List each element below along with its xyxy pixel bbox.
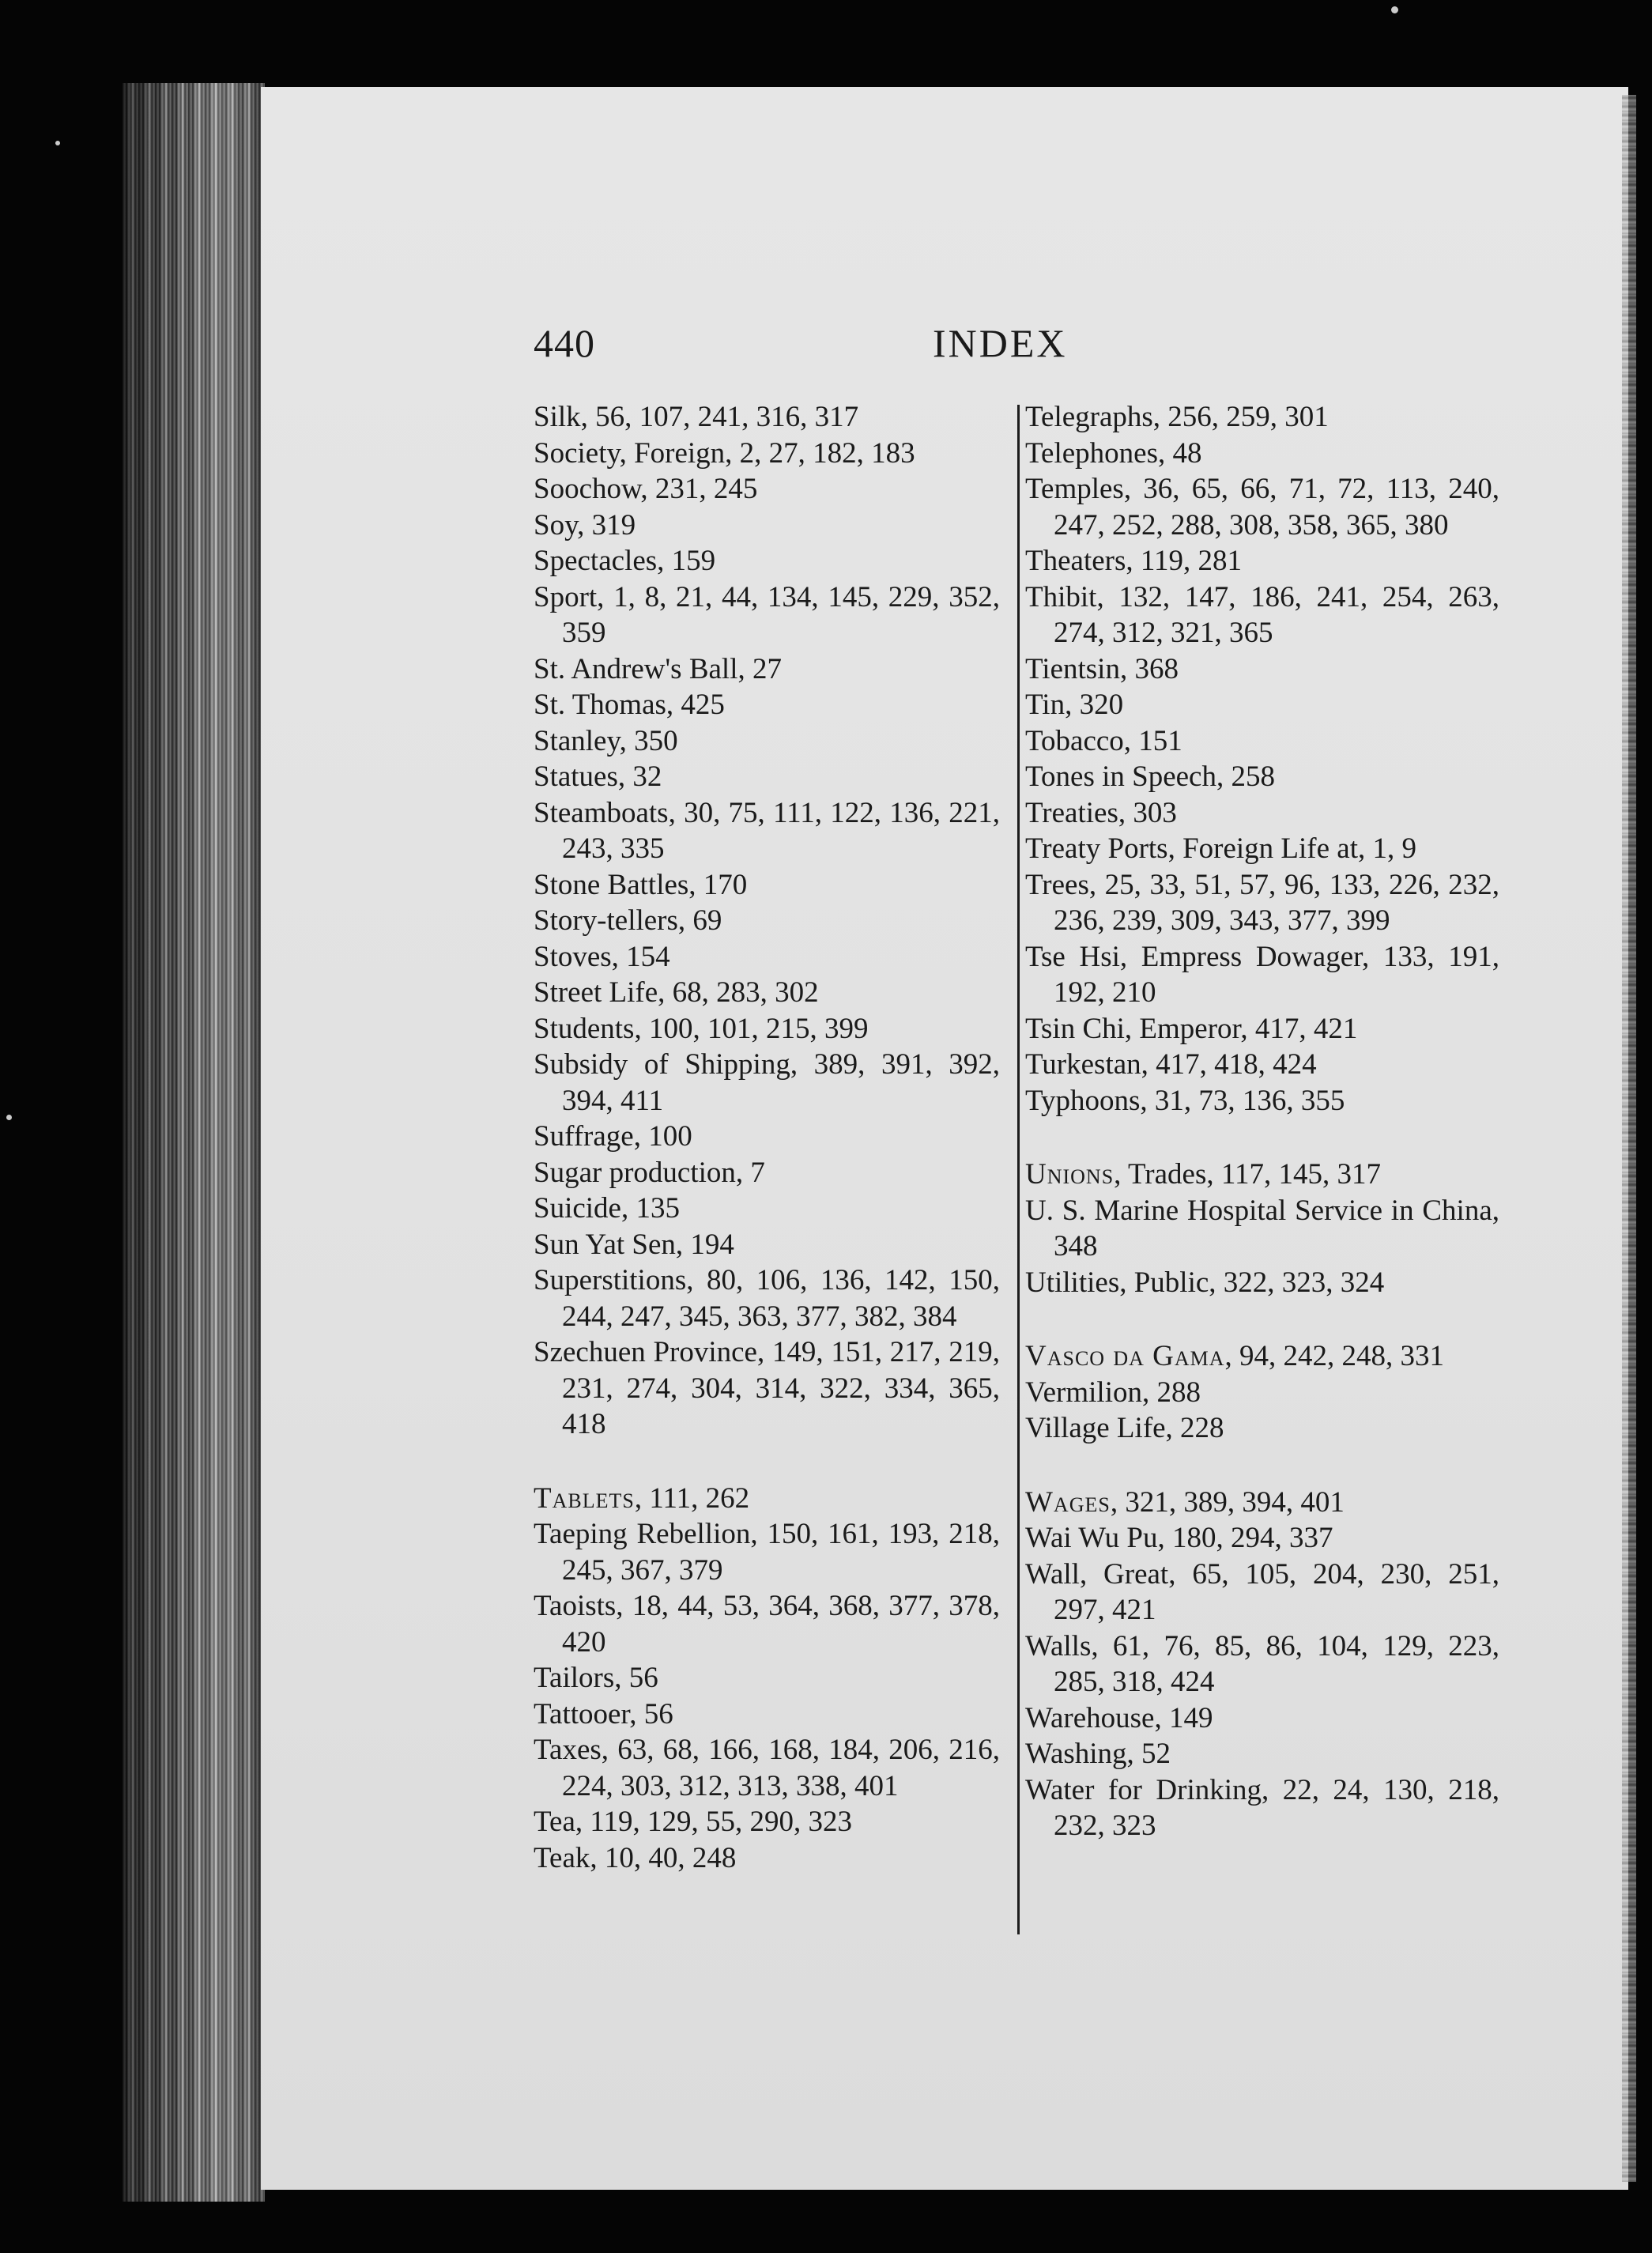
index-entry: Telephones, 48 [1025,436,1202,470]
index-entry: Teak, 10, 40, 248 [534,1841,737,1874]
index-entry: Suicide, 135 [534,1192,680,1225]
index-entry: Story-tellers, 69 [534,904,722,937]
index-column-right [1025,399,1499,1844]
index-entry-heading: Vasco da Gama [1025,1340,1225,1372]
section-gap [1025,1447,1499,1485]
index-entry: Theaters, 119, 281 [1025,545,1242,577]
index-entry: Tea, 119, 129, 55, 290, 323 [534,1806,852,1838]
index-entry-heading: Tablets [534,1481,635,1515]
index-entry: Statues, 32 [534,760,662,793]
index-entry: Trees, 25, 33, 51, 57, 96, 133, 226, 232, 236, 239, 309, 343, 377, 399 [1025,868,1499,937]
index-entry: Tin, 320 [1025,689,1124,721]
index-entry: Stone Battles, 170 [534,868,748,901]
index-entry: Vermilion, 288 [1025,1376,1201,1409]
index-entry: Superstitions, 80, 106, 136, 142, 150, 244, 247, 345, 363, 377, 382, 384 [534,1264,1000,1333]
index-entry: Temples, 36, 65, 66, 71, 72, 113, 240, 247, 252, 288, 308, 358, 365, 380 [1025,473,1499,542]
index-entry: Taeping Rebellion, 150, 161, 193, 218, 245, 367, 379 [534,1518,1000,1587]
index-entry: Tones in Speech, 258 [1025,760,1275,793]
index-entry: Treaty Ports, Foreign Life at, 1, 9 [1025,832,1417,865]
section-gap [1025,1119,1499,1157]
index-entry: Stoves, 154 [534,940,670,973]
index-entry: Street Life, 68, 283, 302 [534,976,819,1009]
page-title: INDEX [933,321,1068,365]
index-entry: Society, Foreign, 2, 27, 182, 183 [534,436,915,470]
index-entry: Tse Hsi, Empress Dowager, 133, 191, 192, 210 [1025,940,1499,1009]
index-entry: Water for Drinking, 22, 24, 130, 218, 232, 323 [1025,1773,1499,1842]
index-entry: Subsidy of Shipping, 389, 391, 392, 394, 411 [534,1048,1000,1117]
index-entry: Tsin Chi, Emperor, 417, 421 [1025,1012,1358,1045]
index-entry: Sun Yat Sen, 194 [534,1228,734,1261]
index-entry: Telegraphs, 256, 259, 301 [1025,401,1329,433]
page-right-edge [1622,95,1636,2182]
scan-speck [1391,6,1398,13]
index-column-left [534,399,1000,1876]
index-entry: Treaties, 303 [1025,796,1177,829]
index-entry: Taxes, 63, 68, 166, 168, 184, 206, 216, 224, 303, 312, 313, 338, 401 [534,1734,1000,1802]
index-entry: Tablets, 111, 262 [534,1481,750,1515]
index-entry: Village Life, 228 [1025,1412,1224,1444]
index-entry: St. Andrew's Ball, 27 [534,652,782,685]
index-entry: Thibit, 132, 147, 186, 241, 254, 263, 274, 312, 321, 365 [1025,580,1499,649]
index-entry: U. S. Marine Hospital Service in China, 348 [1025,1194,1499,1262]
index-entry: Stanley, 350 [534,724,678,757]
section-gap [1025,1300,1499,1338]
section-gap [534,1443,1000,1481]
book-page-edges [123,83,265,2202]
index-entry: Wai Wu Pu, 180, 294, 337 [1025,1522,1333,1554]
index-entry: Turkestan, 417, 418, 424 [1025,1048,1317,1081]
index-entry: Tattooer, 56 [534,1697,673,1730]
index-entry: Warehouse, 149 [1025,1701,1213,1734]
index-entry: Washing, 52 [1025,1738,1171,1770]
index-entry-heading: Unions [1025,1158,1115,1191]
index-entry: Walls, 61, 76, 85, 86, 104, 129, 223, 285, 318, 424 [1025,1629,1499,1698]
index-entry: Tailors, 56 [534,1662,658,1694]
index-entry: St. Thomas, 425 [534,689,725,721]
index-entry: Sugar production, 7 [534,1156,765,1189]
scan-speck [55,141,60,145]
scan-speck [6,1115,12,1120]
index-entry-heading: Wages [1025,1485,1111,1519]
index-entry: Unions, Trades, 117, 145, 317 [1025,1158,1381,1191]
index-entry: Szechuen Province, 149, 151, 217, 219, 231, 274, 304, 314, 322, 334, 365, 418 [534,1336,1000,1440]
index-entry: Spectacles, 159 [534,545,716,577]
index-entry: Utilities, Public, 322, 323, 324 [1025,1266,1385,1299]
index-entry: Steamboats, 30, 75, 111, 122, 136, 221, 243, 335 [534,796,1000,865]
index-entry: Vasco da Gama, 94, 242, 248, 331 [1025,1340,1445,1372]
index-entry: Suffrage, 100 [534,1120,692,1153]
index-entry: Typhoons, 31, 73, 136, 355 [1025,1084,1345,1117]
index-entry: Silk, 56, 107, 241, 316, 317 [534,401,859,433]
index-entry: Sport, 1, 8, 21, 44, 134, 145, 229, 352, 359 [534,580,1000,649]
column-divider [1017,405,1020,1934]
index-entry: Soy, 319 [534,508,636,542]
index-entry: Students, 100, 101, 215, 399 [534,1012,869,1045]
index-entry: Wages, 321, 389, 394, 401 [1025,1485,1345,1519]
index-entry: Tobacco, 151 [1025,724,1182,757]
page-number: 440 [534,321,595,365]
index-entry: Tientsin, 368 [1025,652,1179,685]
index-entry: Taoists, 18, 44, 53, 364, 368, 377, 378, 420 [534,1590,1000,1659]
index-entry: Soochow, 231, 245 [534,473,758,505]
index-entry: Wall, Great, 65, 105, 204, 230, 251, 297, 421 [1025,1557,1499,1626]
